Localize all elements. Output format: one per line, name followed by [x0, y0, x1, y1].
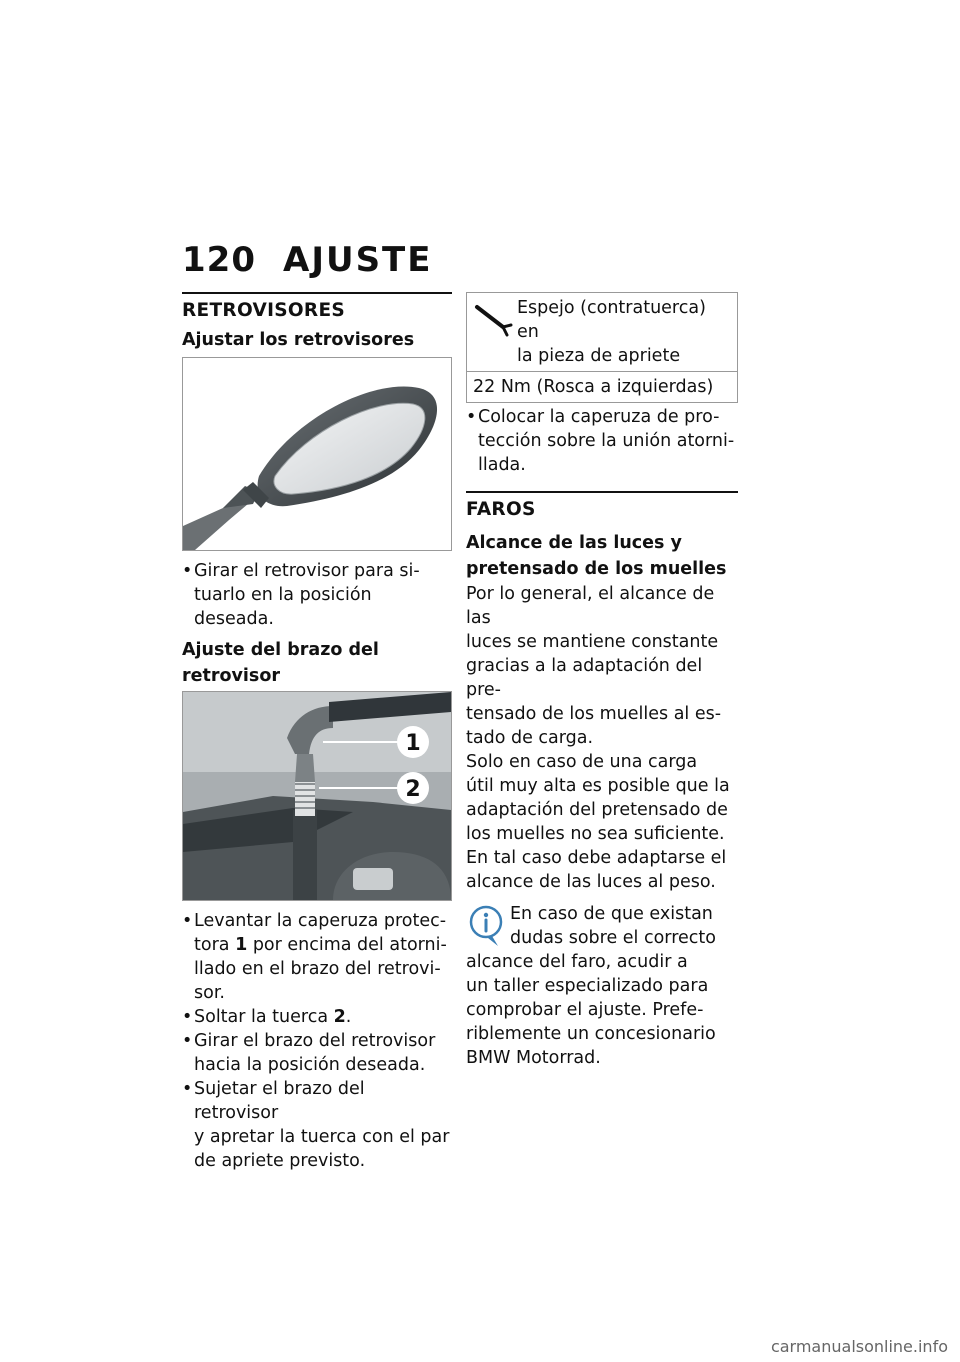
callout-ref-1: 1 [235, 935, 248, 955]
subheading-alcance-luces [466, 530, 738, 582]
mirror-figure [182, 357, 452, 551]
bullet-line: hacia la posición deseada. [194, 1055, 426, 1075]
subheading-ajuste-brazo: Ajuste del brazo del retrovisor [182, 640, 379, 686]
text-line: tado de carga. [466, 728, 594, 748]
subheading-line: pretensado de los muelles [466, 559, 727, 579]
subheading-line: Alcance de las luces y [466, 533, 682, 553]
text-line: gracias a la adaptación del pre- [466, 656, 703, 700]
torque-spec-label-line: Espejo (contratuerca) en [517, 298, 706, 342]
left-column [182, 292, 452, 1173]
torque-spec-table [466, 292, 738, 403]
subheading-ajustar-retrovisores: Ajustar los retrovisores [182, 330, 415, 350]
callout-2-label: 2 [405, 777, 421, 802]
bullet-list-3 [466, 405, 738, 477]
bullet-line: tección sobre la unión atorni- [478, 431, 735, 451]
section-title-faros: FAROS [466, 499, 536, 520]
section-title-retrovisores: RETROVISORES [182, 300, 346, 321]
bullet-item [182, 1029, 452, 1077]
bullet-line: . [345, 1007, 352, 1027]
callout-1-label: 1 [405, 731, 421, 756]
text-line: Por lo general, el alcance de las [466, 584, 715, 628]
arm-figure [182, 691, 452, 901]
bullet-line: Colocar la caperuza de pro- [478, 407, 720, 427]
info-icon [466, 904, 506, 948]
page-title: AJUSTE [283, 240, 433, 280]
torque-spec-label-line: la pieza de apriete [517, 346, 681, 366]
torque-spec-label [467, 293, 738, 372]
text-line: los muelles no sea suficiente. [466, 824, 725, 844]
text-line: alcance de las luces al peso. [466, 872, 716, 892]
text-line: luces se mantiene constante [466, 632, 719, 652]
text-line: Solo en caso de una carga [466, 752, 698, 772]
watermark: carmanualsonline.info [770, 1337, 948, 1356]
bullet-item [466, 405, 738, 477]
page-number: 120 [182, 240, 256, 280]
bullet-item [182, 1077, 452, 1173]
section-rule [466, 491, 738, 493]
bullet-line: tuarlo en la posición deseada. [194, 585, 372, 629]
bullet-line: llada. [478, 455, 526, 475]
bullet-line: de apriete previsto. [194, 1151, 366, 1171]
section-rule [182, 292, 452, 294]
bullet-line: tora [194, 935, 236, 955]
bullet-line: Girar el retrovisor para si- [194, 561, 420, 581]
bullet-line: Levantar la caperuza protec- [194, 911, 447, 931]
note-line: riblemente un concesionario [466, 1024, 716, 1044]
bullet-list-2 [182, 909, 452, 1173]
note-line: BMW Motorrad. [466, 1048, 601, 1068]
text-line: útil muy alta es posible que la [466, 776, 730, 796]
bullet-list-1 [182, 559, 452, 631]
bullet-line: llado en el brazo del retrovi- [194, 959, 441, 979]
bullet-line: por encima del atorni- [247, 935, 447, 955]
note-line: En caso de que existan [510, 904, 713, 924]
text-line: adaptación del pretensado de [466, 800, 728, 820]
note-line: comprobar el ajuste. Prefe- [466, 1000, 704, 1020]
paragraph-2 [466, 750, 738, 894]
text-line: tensado de los muelles al es- [466, 704, 722, 724]
bullet-line: Soltar la tuerca [194, 1007, 334, 1027]
torque-spec-value: 22 Nm (Rosca a izquierdas) [467, 372, 738, 403]
info-note [466, 902, 738, 1070]
callout-ref-2: 2 [333, 1007, 346, 1027]
mirror-illustration [183, 358, 451, 550]
text-line: En tal caso debe adaptarse el [466, 848, 727, 868]
paragraph-1 [466, 582, 738, 750]
bullet-line: Sujetar el brazo del retrovisor [194, 1079, 365, 1123]
note-line: un taller especializado para [466, 976, 709, 996]
bullet-item [182, 559, 452, 631]
bullet-line: Girar el brazo del retrovisor [194, 1031, 436, 1051]
right-column [466, 292, 738, 1070]
bullet-line: sor. [194, 983, 225, 1003]
torque-wrench-icon [473, 299, 513, 339]
bullet-item [182, 1005, 452, 1029]
note-line: dudas sobre el correcto [510, 928, 716, 948]
bullet-item [182, 909, 452, 1005]
bullet-line: y apretar la tuerca con el par [194, 1127, 450, 1147]
mirror-arm-illustration [183, 692, 451, 900]
note-line: alcance del faro, acudir a [466, 952, 688, 972]
